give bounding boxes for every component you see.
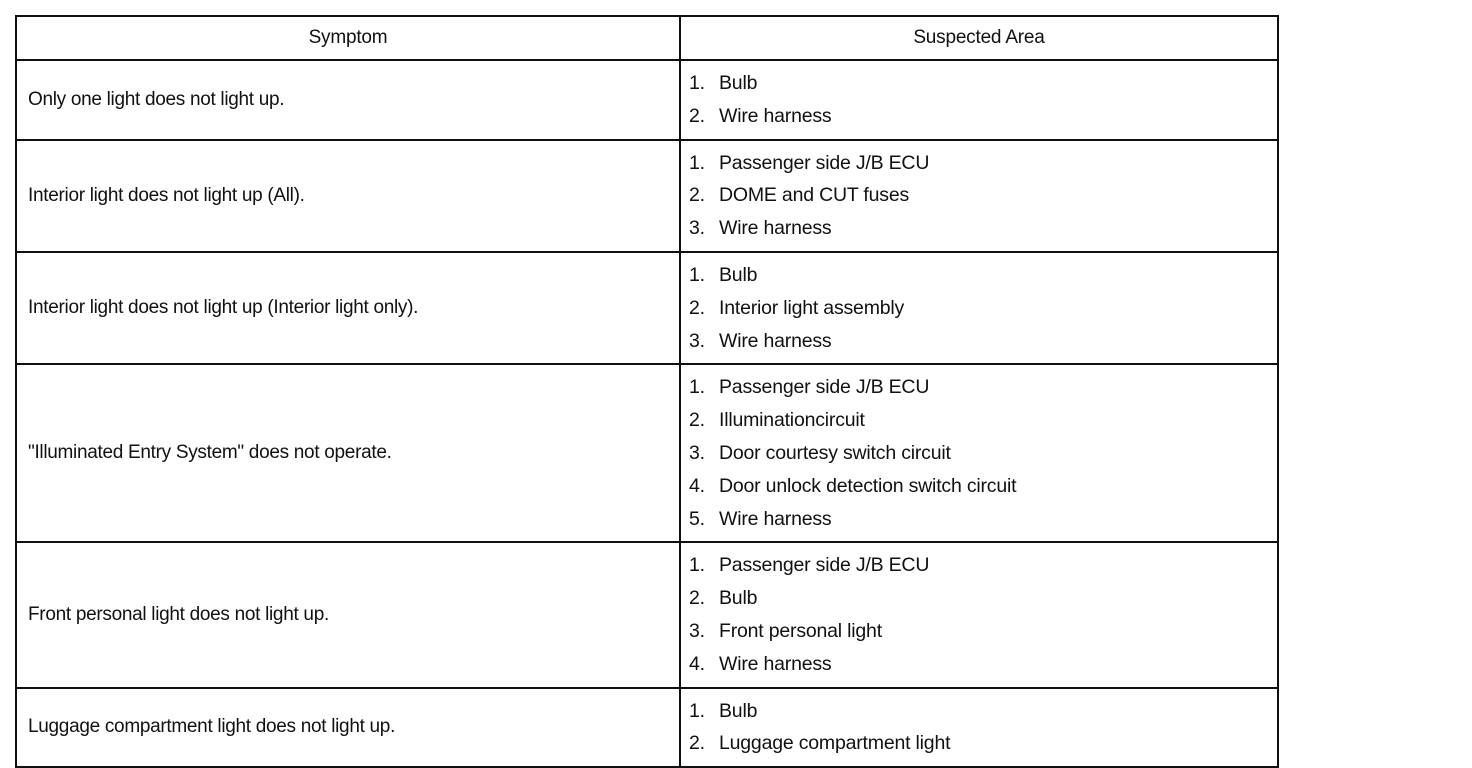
table-body [16,60,1278,767]
list-item-text: Passenger side J/B ECU [719,376,930,399]
list-item-text: Illuminationcircuit [719,409,865,432]
list-item-number: 1. [689,263,705,286]
list-item-text: Bulb [719,699,758,722]
list-item [689,147,1277,180]
suspected-area-cell [680,140,1278,252]
list-item [689,259,1277,292]
list-item-text: Wire harness [719,507,832,530]
list-item-text: Luggage compartment light [719,732,951,755]
list-item-text: Door courtesy switch circuit [719,441,951,464]
troubleshooting-table [15,15,1279,768]
suspected-area-list [689,147,1277,245]
list-item-number: 2. [689,184,705,207]
table-row [16,252,1278,364]
list-item-number: 1. [689,376,705,399]
list-item-number: 4. [689,652,705,675]
list-item [689,325,1277,358]
symptom-cell: "Illuminated Entry System" does not operate. [16,364,680,542]
list-item-number: 2. [689,409,705,432]
list-item-text: Bulb [719,263,758,286]
table-row [16,140,1278,252]
list-item [689,437,1277,470]
list-item [689,292,1277,325]
table-row [16,60,1278,140]
list-item [689,503,1277,536]
list-item-text: Passenger side J/B ECU [719,151,930,174]
list-item-number: 2. [689,296,705,319]
suspected-area-list [689,259,1277,357]
list-item-number: 3. [689,441,705,464]
list-item-text: Bulb [719,587,758,610]
list-item [689,695,1277,728]
list-item [689,371,1277,404]
list-item [689,727,1277,760]
list-item-text: Door unlock detection switch circuit [719,474,1017,497]
list-item-text: Wire harness [719,652,832,675]
suspected-area-cell [680,60,1278,140]
list-item-text: Passenger side J/B ECU [719,554,930,577]
suspected-area-list [689,371,1277,535]
symptom-header: Symptom [16,16,680,60]
suspected-area-cell [680,252,1278,364]
list-item-number: 2. [689,104,705,127]
list-item [689,582,1277,615]
list-item-number: 4. [689,474,705,497]
list-item-text: Wire harness [719,104,832,127]
list-item-number: 2. [689,732,705,755]
list-item-number: 1. [689,699,705,722]
symptom-cell: Interior light does not light up (All). [16,140,680,252]
list-item-number: 1. [689,72,705,94]
table-row [16,542,1278,687]
list-item-text: DOME and CUT fuses [719,184,910,207]
list-item-text: Interior light assembly [719,296,905,319]
list-item-number: 1. [689,554,705,577]
suspected-area-list [689,695,1277,761]
list-item-number: 5. [689,507,705,530]
list-item-number: 3. [689,329,705,352]
list-item [689,212,1277,245]
list-item [689,648,1277,681]
symptom-cell: Front personal light does not light up. [16,542,680,687]
symptom-cell: Interior light does not light up (Interior light only). [16,252,680,364]
list-item-number: 3. [689,619,705,642]
list-item-number: 3. [689,217,705,240]
suspected-area-list [689,67,1277,133]
suspected-area-header: Suspected Area [680,16,1278,60]
table-row [16,688,1278,768]
table-row [16,364,1278,542]
list-item [689,549,1277,582]
list-item [689,470,1277,503]
list-item-number: 2. [689,587,705,610]
suspected-area-list [689,549,1277,680]
symptom-cell: Only one light does not light up. [16,60,680,140]
suspected-area-cell [680,688,1278,768]
list-item [689,100,1277,133]
list-item [689,615,1277,648]
list-item [689,179,1277,212]
list-item-text: Wire harness [719,217,832,240]
list-item-text: Bulb [719,72,758,94]
list-item [689,404,1277,437]
list-item [689,67,1277,100]
suspected-area-cell [680,542,1278,687]
list-item-number: 1. [689,151,705,174]
header-row [16,16,1278,60]
suspected-area-cell [680,364,1278,542]
symptom-cell: Luggage compartment light does not light up. [16,688,680,768]
list-item-text: Front personal light [719,619,882,642]
list-item-text: Wire harness [719,329,832,352]
